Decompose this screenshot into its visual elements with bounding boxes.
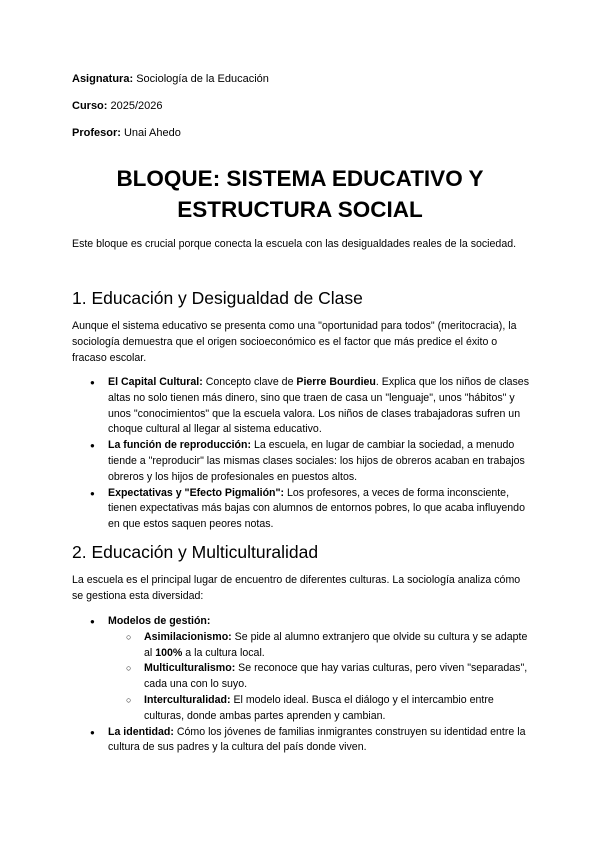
term-multiculturalismo: Multiculturalismo: <box>144 662 236 675</box>
sublist-item-interculturalidad <box>108 693 530 725</box>
item-text: La escuela, en lugar de cambiar la sociedad, a menudo tiende a "reproducir" las mismas clases sociales: los hijos de obreros acaban en trabajos obreros y los hijos de profesionales en puestos altos. <box>108 439 525 483</box>
item-text: Cómo los jóvenes de familias inmigrantes construyen su identidad entre la cultura de sus padres y la cultura del país donde viven. <box>108 725 526 754</box>
term-modelos: Modelos de gestión: <box>108 615 211 627</box>
section1-list <box>90 375 530 533</box>
subject-line <box>72 72 269 86</box>
list-item-reproduccion <box>90 438 530 485</box>
teacher-label: Profesor: <box>72 127 121 139</box>
list-item-identidad <box>90 725 530 757</box>
item-text: El modelo ideal. Busca el diálogo y el intercambio entre culturas, donde ambas partes aprenden y cambian. <box>144 693 494 722</box>
item-text: a la cultura local. <box>182 646 265 659</box>
section2-heading: 2. Educación y Multiculturalidad <box>72 542 319 562</box>
course-label: Curso: <box>72 100 108 112</box>
section2-paragraph: La escuela es el principal lugar de encuentro de diferentes culturas. La sociología analiza cómo se gestiona esta diversidad: <box>72 574 521 602</box>
term-capital-cultural: El Capital Cultural: <box>108 376 203 388</box>
sublist-item-multiculturalismo <box>108 661 530 693</box>
subject-label: Asignatura: <box>72 73 134 85</box>
term-reproduccion: La función de reproducción: <box>108 439 252 452</box>
models-sublist <box>108 630 530 725</box>
page-title: BLOQUE: SISTEMA EDUCATIVO Y ESTRUCTURA SOCIAL <box>116 166 484 222</box>
term-pigmalion: Expectativas y "Efecto Pigmalión": <box>108 486 285 499</box>
teacher-value: Unai Ahedo <box>123 127 181 139</box>
term-identidad: La identidad: <box>108 725 174 738</box>
list-item-capital-cultural <box>90 375 530 438</box>
highlight-100: 100% <box>155 646 183 659</box>
course-line <box>72 99 163 113</box>
section1-heading: 1. Educación y Desigualdad de Clase <box>72 288 363 308</box>
intro-paragraph: Este bloque es crucial porque conecta la escuela con las desigualdades reales de la sociedad. <box>72 238 517 250</box>
item-text: Concepto clave de <box>202 376 297 388</box>
subject-value: Sociología de la Educación <box>136 73 269 85</box>
teacher-line <box>72 126 181 140</box>
item-text: Se reconoce que hay varias culturas, pero viven "separadas", cada una con lo suyo. <box>144 662 528 691</box>
item-text: . Explica que los niños de clases altas no solo tienen más dinero, sino que traen de casa un "lenguaje", unos "hábitos" y unos "conocimientos" que la escuela valora. Los niños de clases trabajadoras sufren un choque cultural al llegar al sistema educativo. <box>108 376 529 436</box>
term-interculturalidad: Interculturalidad: <box>144 693 231 706</box>
course-value: 2025/2026 <box>110 100 163 112</box>
term-asimilacionismo: Asimilacionismo: <box>144 630 232 643</box>
list-item-pigmalion <box>90 486 530 533</box>
highlight-bourdieu: Pierre Bourdieu <box>296 376 376 388</box>
section2-list <box>90 614 530 756</box>
list-item-modelos <box>90 614 530 725</box>
section1-paragraph: Aunque el sistema educativo se presenta como una "oportunidad para todos" (meritocracia), la sociología demuestra que el origen socioeconómico es el factor que más predice el éxito o fracaso escolar. <box>72 320 517 364</box>
sublist-item-asimilacionismo <box>108 630 530 662</box>
item-text: Los profesores, a veces de forma inconsciente, tienen expectativas más bajas con alumnos de entornos pobres, lo que acaba influyendo en que estos saquen peores notas. <box>108 486 525 531</box>
item-text: Se pide al alumno extranjero que olvide su cultura y se adapte al <box>144 630 528 659</box>
